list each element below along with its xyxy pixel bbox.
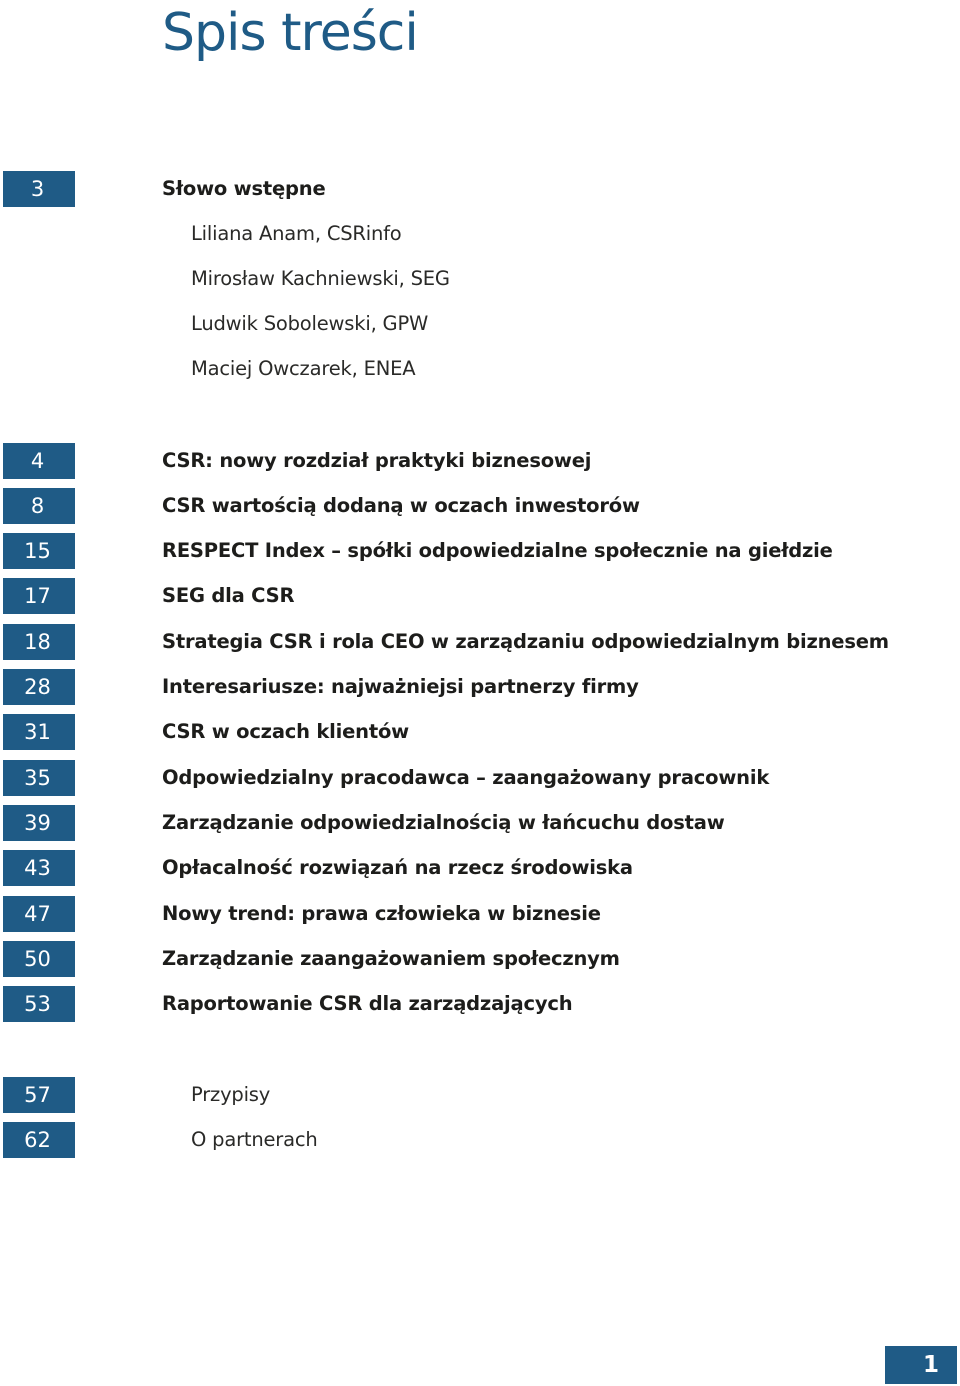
page-number-box: 15 <box>3 533 75 569</box>
page-number-box: 57 <box>3 1077 75 1113</box>
page-number-box: 31 <box>3 714 75 750</box>
page-number-box: 18 <box>3 624 75 660</box>
toc-entry-title: O partnerach <box>191 1128 318 1151</box>
toc-entry[interactable] <box>0 844 960 889</box>
page-number-box: 35 <box>3 760 75 796</box>
toc-entry-partners[interactable] <box>0 1116 960 1161</box>
toc-entry-title: Opłacalność rozwiązań na rzecz środowiska <box>162 856 633 879</box>
toc-subitem-label: Ludwik Sobolewski, GPW <box>191 312 429 335</box>
toc-entry[interactable] <box>0 437 960 482</box>
toc-entry[interactable] <box>0 935 960 980</box>
page-number-box: 3 <box>3 171 75 207</box>
toc-entry[interactable] <box>0 482 960 527</box>
page-number-box: 50 <box>3 941 75 977</box>
toc-entry[interactable] <box>0 618 960 663</box>
toc-entry-title: Raportowanie CSR dla zarządzających <box>162 992 573 1015</box>
toc-subitem[interactable] <box>0 345 960 390</box>
page-number-box: 8 <box>3 488 75 524</box>
toc-entry[interactable] <box>0 572 960 617</box>
toc-subitem[interactable] <box>0 210 960 255</box>
page-number-box: 43 <box>3 850 75 886</box>
page-number-box: 28 <box>3 669 75 705</box>
toc-entry-title: CSR w oczach klientów <box>162 720 409 743</box>
toc-entry-footnotes[interactable] <box>0 1071 960 1116</box>
page-number-box: 39 <box>3 805 75 841</box>
toc-entry[interactable] <box>0 890 960 935</box>
page-number-box: 62 <box>3 1122 75 1158</box>
toc-entry-title: Zarządzanie odpowiedzialnością w łańcuchu dostaw <box>162 811 725 834</box>
toc-entry-title: Interesariusze: najważniejsi partnerzy firmy <box>162 675 639 698</box>
toc-subitem[interactable] <box>0 255 960 300</box>
toc-entry[interactable] <box>0 754 960 799</box>
toc-entry-title: SEG dla CSR <box>162 584 295 607</box>
toc-entry-title: Odpowiedzialny pracodawca – zaangażowany pracownik <box>162 766 770 789</box>
toc-entry[interactable] <box>0 708 960 753</box>
toc-entry[interactable] <box>0 799 960 844</box>
toc-entry-title: CSR: nowy rozdział praktyki biznesowej <box>162 449 592 472</box>
page-number-box: 4 <box>3 443 75 479</box>
toc-entry[interactable] <box>0 980 960 1025</box>
toc-subitem[interactable] <box>0 300 960 345</box>
toc-entry-title: Nowy trend: prawa człowieka w biznesie <box>162 902 601 925</box>
page-number-box: 17 <box>3 578 75 614</box>
toc-entry-title: RESPECT Index – spółki odpowiedzialne społecznie na giełdzie <box>162 539 833 562</box>
toc-entry[interactable] <box>0 663 960 708</box>
page-number-badge: 1 <box>885 1346 957 1384</box>
toc-entry-title: Przypisy <box>191 1083 271 1106</box>
toc-entry-title: Zarządzanie zaangażowaniem społecznym <box>162 947 620 970</box>
toc-subitem-label: Mirosław Kachniewski, SEG <box>191 267 450 290</box>
page-title: Spis treści <box>162 3 418 63</box>
toc-entry[interactable] <box>0 527 960 572</box>
page-number-box: 53 <box>3 986 75 1022</box>
toc-subitem-label: Liliana Anam, CSRinfo <box>191 222 402 245</box>
toc-entry-foreword[interactable] <box>0 165 960 210</box>
toc-entry-title: Słowo wstępne <box>162 177 326 200</box>
toc-subitem-label: Maciej Owczarek, ENEA <box>191 357 416 380</box>
toc-entry-title: Strategia CSR i rola CEO w zarządzaniu odpowiedzialnym biznesem <box>162 630 889 653</box>
page-number-box: 47 <box>3 896 75 932</box>
toc-entry-title: CSR wartością dodaną w oczach inwestorów <box>162 494 640 517</box>
